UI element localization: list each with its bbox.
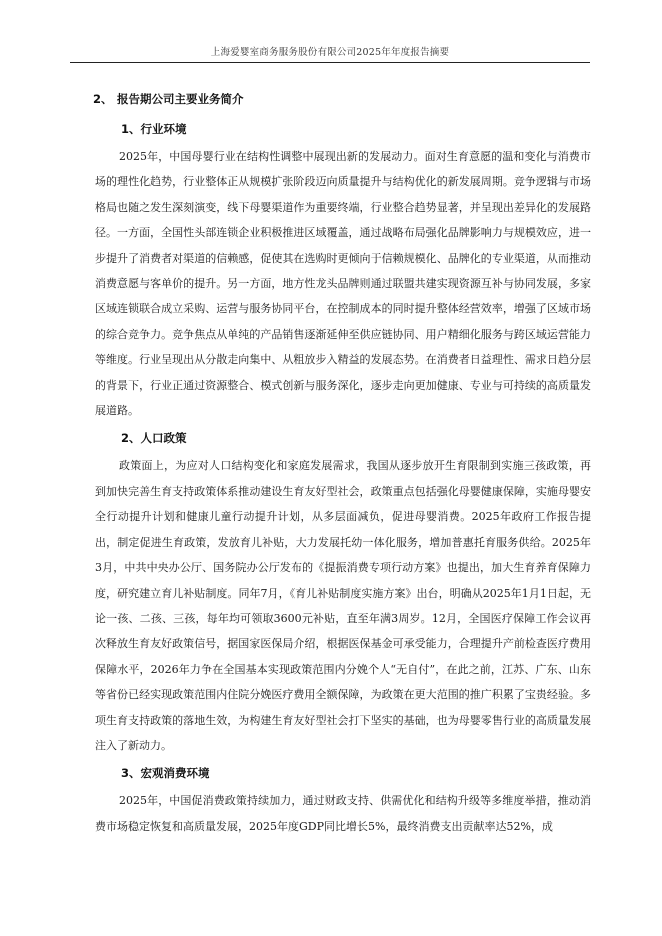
- subsection-population-policy: [95, 423, 591, 758]
- paragraph: 2025年，中国母婴行业在结构性调整中展现出新的发展动力。面对生育意愿的温和变化与消费市场的理性化趋势，行业整体正从规模扩张阶段迈向质量提升与结构优化的新发展周期。竞争逻辑与市场格局也随之发生深刻演变，线下母婴渠道作为重要终端，行业整合趋势显著，并呈现出差异化的发展路径。一方面，全国性头部连锁企业积极推进区域覆盖，通过战略布局强化品牌影响力与规模效应，进一步提升了消费者对渠道的信赖感，促使其在选购时更倾向于信赖规模化、品牌化的专业渠道，从而推动消费意愿与客单价的提升。另一方面，地方性龙头品牌则通过联盟共建实现资源互补与协同发展，多家区域连锁联合成立采购、运营与服务协同平台，在控制成本的同时提升整体经营效率，增强了区域市场的综合竞争力。竞争焦点从单纯的产品销售逐渐延伸至供应链协同、用户精细化服务与跨区域运营能力等维度。行业呈现出从分散走向集中、从粗放步入精益的发展态势。在消费者日益理性、需求日趋分层的背景下，行业正通过资源整合、模式创新与服务深化，逐步走向更加健康、专业与可持续的高质量发展道路。: [95, 150, 591, 418]
- section-heading: [93, 88, 591, 110]
- section-number: 2、: [93, 92, 113, 106]
- subsection-industry: [95, 114, 591, 423]
- main-content: [95, 88, 591, 839]
- section-title: 报告期公司主要业务简介: [117, 92, 244, 106]
- paragraph: 政策面上，为应对人口结构变化和家庭发展需求，我国从逐步放开生育限制到实施三孩政策，再到加快完善生育支持政策体系推动建设生育友好型社会，政策重点包括强化母婴健康保障，实施母婴安全行动提升计划和健康儿童行动提升计划，从多层面减负，促进母婴消费。2025年政府工作报告提出，制定促进生育政策，发放育儿补贴，大力发展托幼一体化服务，增加普惠托育服务供给。2025年3月，中共中央办公厅、国务院办公厅发布的《提振消费专项行动方案》也提出，加大生育养育保障力度，研究建立育儿补贴制度。同年7月，《育儿补贴制度实施方案》出台，明确从2025年1月1日起，无论一孩、二孩、三孩，每年均可领取3600元补贴，直至年满3周岁。12月，全国医疗保障工作会议再次释放生育友好政策信号，据国家医保局介绍，根据医保基金可承受能力，合理提升产前检查医疗费用保障水平，2026年力争在全国基本实现政策范围内分娩个人“无自付”，在此之前，江苏、广东、山东等省份已经实现政策范围内住院分娩医疗费用全额保障，为政策在更大范围的推广积累了宝贵经验。多项生育支持政策的落地生效，为构建生育友好型社会打下坚实的基础，也为母婴零售行业的高质量发展注入了新动力。: [95, 459, 591, 752]
- subsection-title: 2、人口政策: [121, 431, 187, 446]
- header-divider: [70, 62, 590, 63]
- paragraph: 2025年，中国促消费政策持续加力，通过财政支持、供需优化和结构升级等多维度举措，推动消费市场稳定恢复和高质量发展，2025年度GDP同比增长5%，最终消费支出贡献率达52%，成: [95, 794, 591, 833]
- subsection-macro-consumption: [95, 758, 591, 839]
- subsection-title: 1、行业环境: [121, 122, 187, 136]
- page-header: 上海爱婴室商务服务股份有限公司2025年年度报告摘要: [210, 47, 450, 58]
- subsection-title: 3、宏观消费环境: [121, 766, 210, 781]
